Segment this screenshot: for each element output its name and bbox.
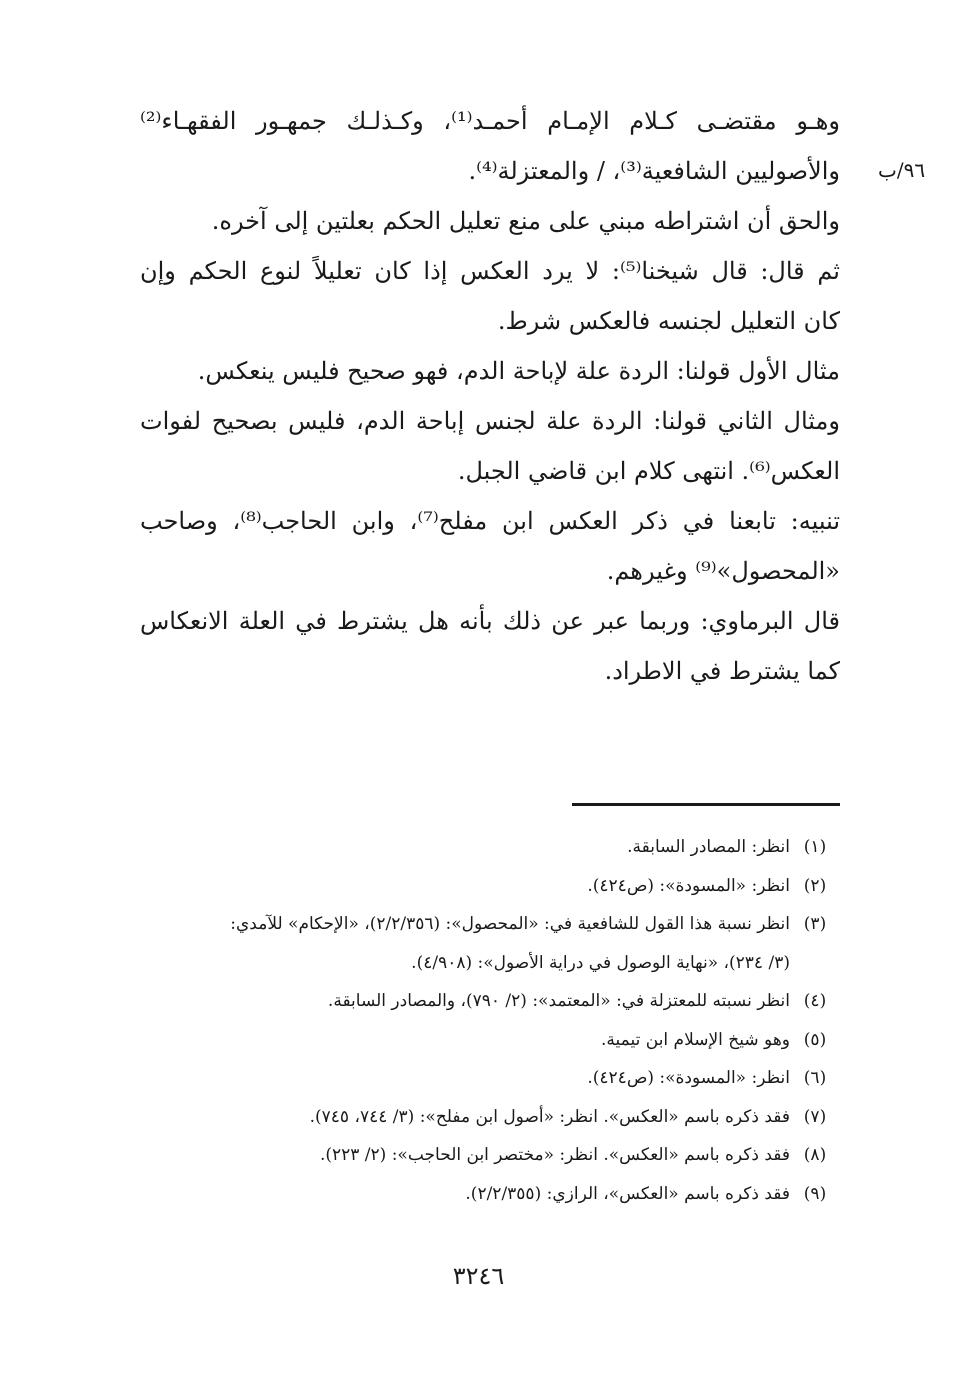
body-line: ثم قال: قال شيخنا⁽⁵⁾: لا يرد العكس إذا كان تعليلاً لنوع الحكم وإن [140, 257, 840, 285]
footnote [140, 1021, 840, 1060]
body-line: تنبيه: تابعنا في ذكر العكس ابن مفلح⁽⁷⁾، وابن الحاجب⁽⁸⁾، وصاحب [140, 507, 840, 535]
footnote-number: (٩) [803, 1183, 827, 1204]
footnote [140, 905, 840, 944]
body-line: ومثال الثاني قولنا: الردة علة لجنس إباحة الدم، فليس بصحيح لفوات [140, 407, 840, 435]
body-line: والأصوليين الشافعية⁽³⁾، / والمعتزلة⁽⁴⁾. [468, 157, 840, 185]
footnote-text: انظر: «المسودة»: (ص٤٢٤). [587, 1068, 790, 1088]
footnote-text: فقد ذكره باسم «العكس»، الرازي: (٢/٢/٣٥٥). [465, 1183, 790, 1204]
footnote-text: انظر نسبته للمعتزلة في: «المعتمد»: (٢/ ٧٩٠)، والمصادر السابقة. [327, 991, 790, 1011]
footnote [140, 1136, 840, 1175]
footnote-text: (٣/ ٢٣٤)، «نهاية الوصول في دراية الأصول»: (٤/٩٠٨). [411, 952, 790, 973]
footnote [140, 867, 840, 906]
footnote-number [790, 944, 840, 983]
footnote-text: انظر: المصادر السابقة. [627, 837, 790, 857]
body-line: العكس⁽⁶⁾. انتهى كلام ابن قاضي الجبل. [457, 457, 840, 485]
footnote-number: (٥) [803, 1029, 827, 1050]
footnote-continuation [140, 944, 840, 983]
main-text [140, 96, 840, 696]
footnote-text: فقد ذكره باسم «العكس». انظر: «أصول ابن مفلح»: (٣/ ٧٤٤، ٧٤٥). [309, 1106, 790, 1127]
body-line: «المحصول»⁽⁹⁾ وغيرهم. [606, 557, 840, 585]
body-line: وهـو مقتضـى كـلام الإمـام أحمـد⁽¹⁾، وكـذلـك جمهـور الفقهـاء⁽²⁾ [140, 107, 840, 135]
body-line: مثال الأول قولنا: الردة علة لإباحة الدم، فهو صحيح فليس ينعكس. [197, 357, 840, 385]
footnote-number: (٢) [803, 875, 827, 896]
body-line: والحق أن اشتراطه مبني على منع تعليل الحكم بعلتين إلى آخره. [211, 207, 840, 235]
body-line: كان التعليل لجنسه فالعكس شرط. [497, 307, 840, 335]
footnote [140, 1098, 840, 1137]
body-line: كما يشترط في الاطراد. [604, 657, 840, 685]
footnote-number: (٦) [803, 1068, 827, 1088]
footnotes [140, 828, 840, 1213]
footnote-text: فقد ذكره باسم «العكس». انظر: «مختصر ابن الحاجب»: (٢/ ٢٢٣). [319, 1145, 790, 1165]
footnote-number: (١) [803, 837, 827, 857]
footnote-text: انظر: «المسودة»: (ص٤٢٤). [587, 875, 790, 896]
footnote-number: (٨) [803, 1145, 827, 1165]
footnote [140, 1175, 840, 1214]
footnote-number: (٧) [803, 1106, 827, 1127]
footnote [140, 828, 840, 867]
footnote-number: (٤) [803, 991, 827, 1011]
footnote-text: انظر نسبة هذا القول للشافعية في: «المحصول»: (٢/٢/٣٥٦)، «الإحكام» للآمدي: [230, 914, 790, 934]
footnote-text: وهو شيخ الإسلام ابن تيمية. [601, 1029, 790, 1050]
footnote [140, 982, 840, 1021]
body-line: قال البرماوي: وربما عبر عن ذلك بأنه هل يشترط في العلة الانعكاس [140, 607, 840, 635]
footnote [140, 1059, 840, 1098]
margin-folio-note: ٩٦/ب [878, 158, 926, 182]
footnote-separator [572, 803, 840, 806]
page-number: ٣٢٤٦ [452, 1262, 505, 1290]
footnote-number: (٣) [803, 914, 827, 934]
